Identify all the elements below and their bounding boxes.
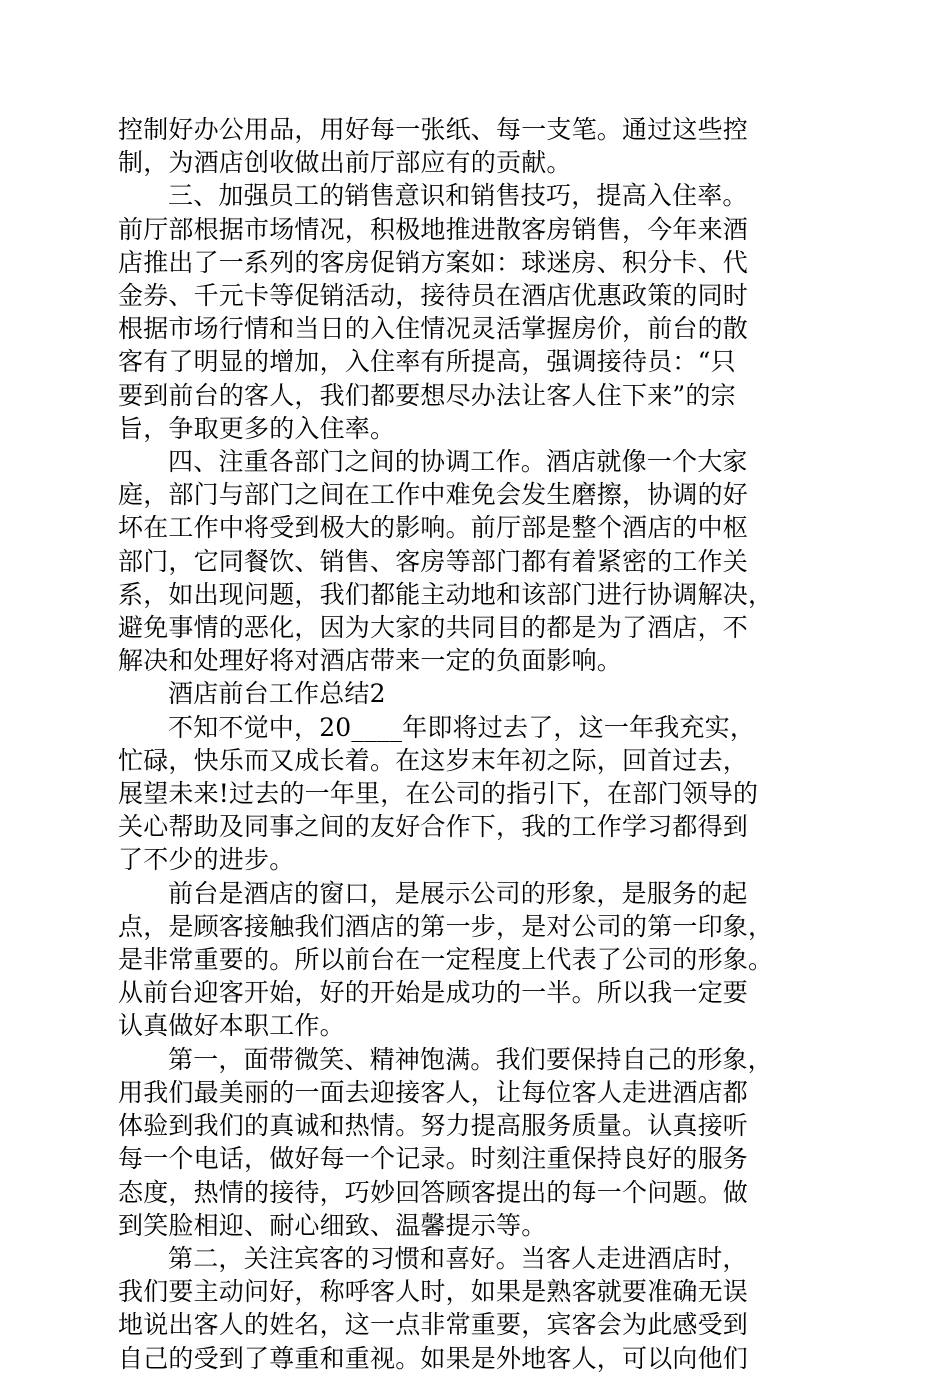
document-page — [118, 113, 798, 1375]
text-line: 解决和处理好将对酒店带来一定的负面影响。 — [118, 646, 623, 676]
text-line: 酒店前台工作总结2 — [168, 679, 386, 709]
text-line: 前台是酒店的窗口，是展示公司的形象，是服务的起 — [168, 878, 748, 908]
text-line: 忙碌，快乐而又成长着。在这岁末年初之际，回首过去， — [118, 745, 749, 775]
text-line: 根据市场行情和当日的入住情况灵活掌握房价，前台的散 — [118, 314, 749, 344]
paragraph — [118, 677, 798, 710]
text-line: 客有了明显的增加，入住率有所提高，强调接待员：“只 — [118, 347, 736, 377]
text-line: 体验到我们的真诚和热情。努力提高服务质量。认真接听 — [118, 1111, 749, 1141]
text-line: 部门，它同餐饮、销售、客房等部门都有着紧密的工作关 — [118, 546, 749, 576]
paragraph — [118, 179, 798, 445]
text-line: 第二，关注宾客的习惯和喜好。当客人走进酒店时， — [168, 1243, 748, 1273]
text-line: 坏在工作中将受到极大的影响。前厅部是整个酒店的中枢 — [118, 513, 749, 543]
text-line: 自己的受到了尊重和重视。如果是外地客人，可以向他们 — [118, 1343, 749, 1373]
text-line: 认真做好本职工作。 — [118, 1011, 345, 1041]
text-line: 避免事情的恶化，因为大家的共同目的都是为了酒店，不 — [118, 613, 749, 643]
text-line: 每一个电话，做好每一个记录。时刻注重保持良好的服务 — [118, 1144, 749, 1174]
paragraph — [118, 1043, 798, 1242]
text-line: 四、注重各部门之间的协调工作。酒店就像一个大家 — [168, 447, 748, 477]
text-line: 是非常重要的。所以前台在一定程度上代表了公司的形象。 — [118, 945, 774, 975]
text-line: 了不少的进步。 — [118, 845, 295, 875]
text-line: 控制好办公用品，用好每一张纸、每一支笔。通过这些控 — [118, 115, 749, 144]
text-line: 系，如出现问题，我们都能主动地和该部门进行协调解决， — [118, 579, 774, 609]
text-line: 用我们最美丽的一面去迎接客人，让每位客人走进酒店都 — [118, 1077, 749, 1107]
text-line: 地说出客人的姓名，这一点非常重要，宾客会为此感受到 — [118, 1310, 749, 1340]
text-line: 金券、千元卡等促销活动，接待员在酒店优惠政策的同时 — [118, 281, 749, 311]
text-line: 点，是顾客接触我们酒店的第一步，是对公司的第一印象， — [118, 911, 774, 941]
text-line: 第一，面带微笑、精神饱满。我们要保持自己的形象， — [168, 1044, 773, 1074]
text-line: 制，为酒店创收做出前厅部应有的贡献。 — [118, 148, 572, 178]
document-body — [118, 113, 798, 1375]
paragraph — [118, 711, 798, 877]
text-line: 态度，热情的接待，巧妙回答顾客提出的每一个问题。做 — [118, 1177, 749, 1207]
text-line: 不知不觉中，20____年即将过去了，这一年我充实， — [168, 712, 756, 742]
paragraph — [118, 877, 798, 1043]
paragraph — [118, 445, 798, 677]
text-line: 从前台迎客开始，好的开始是成功的一半。所以我一定要 — [118, 978, 749, 1008]
text-line: 前厅部根据市场情况，积极地推进散客房销售，今年来酒 — [118, 214, 749, 244]
text-line: 旨，争取更多的入住率。 — [118, 413, 396, 443]
text-line: 店推出了一系列的客房促销方案如：球迷房、积分卡、代 — [118, 247, 749, 277]
text-line: 展望未来!过去的一年里，在公司的指引下，在部门领导的 — [118, 779, 759, 809]
text-line: 三、加强员工的销售意识和销售技巧，提高入住率。 — [168, 181, 748, 211]
text-line: 庭，部门与部门之间在工作中难免会发生磨擦，协调的好 — [118, 480, 749, 510]
text-line: 到笑脸相迎、耐心细致、温馨提示等。 — [118, 1210, 547, 1240]
paragraph — [118, 113, 798, 179]
text-line: 关心帮助及同事之间的友好合作下，我的工作学习都得到 — [118, 812, 749, 842]
paragraph — [118, 1242, 798, 1375]
text-line: 要到前台的客人，我们都要想尽办法让客人住下来”的宗 — [118, 380, 736, 410]
text-line: 我们要主动问好，称呼客人时，如果是熟客就要准确无误 — [118, 1277, 749, 1307]
